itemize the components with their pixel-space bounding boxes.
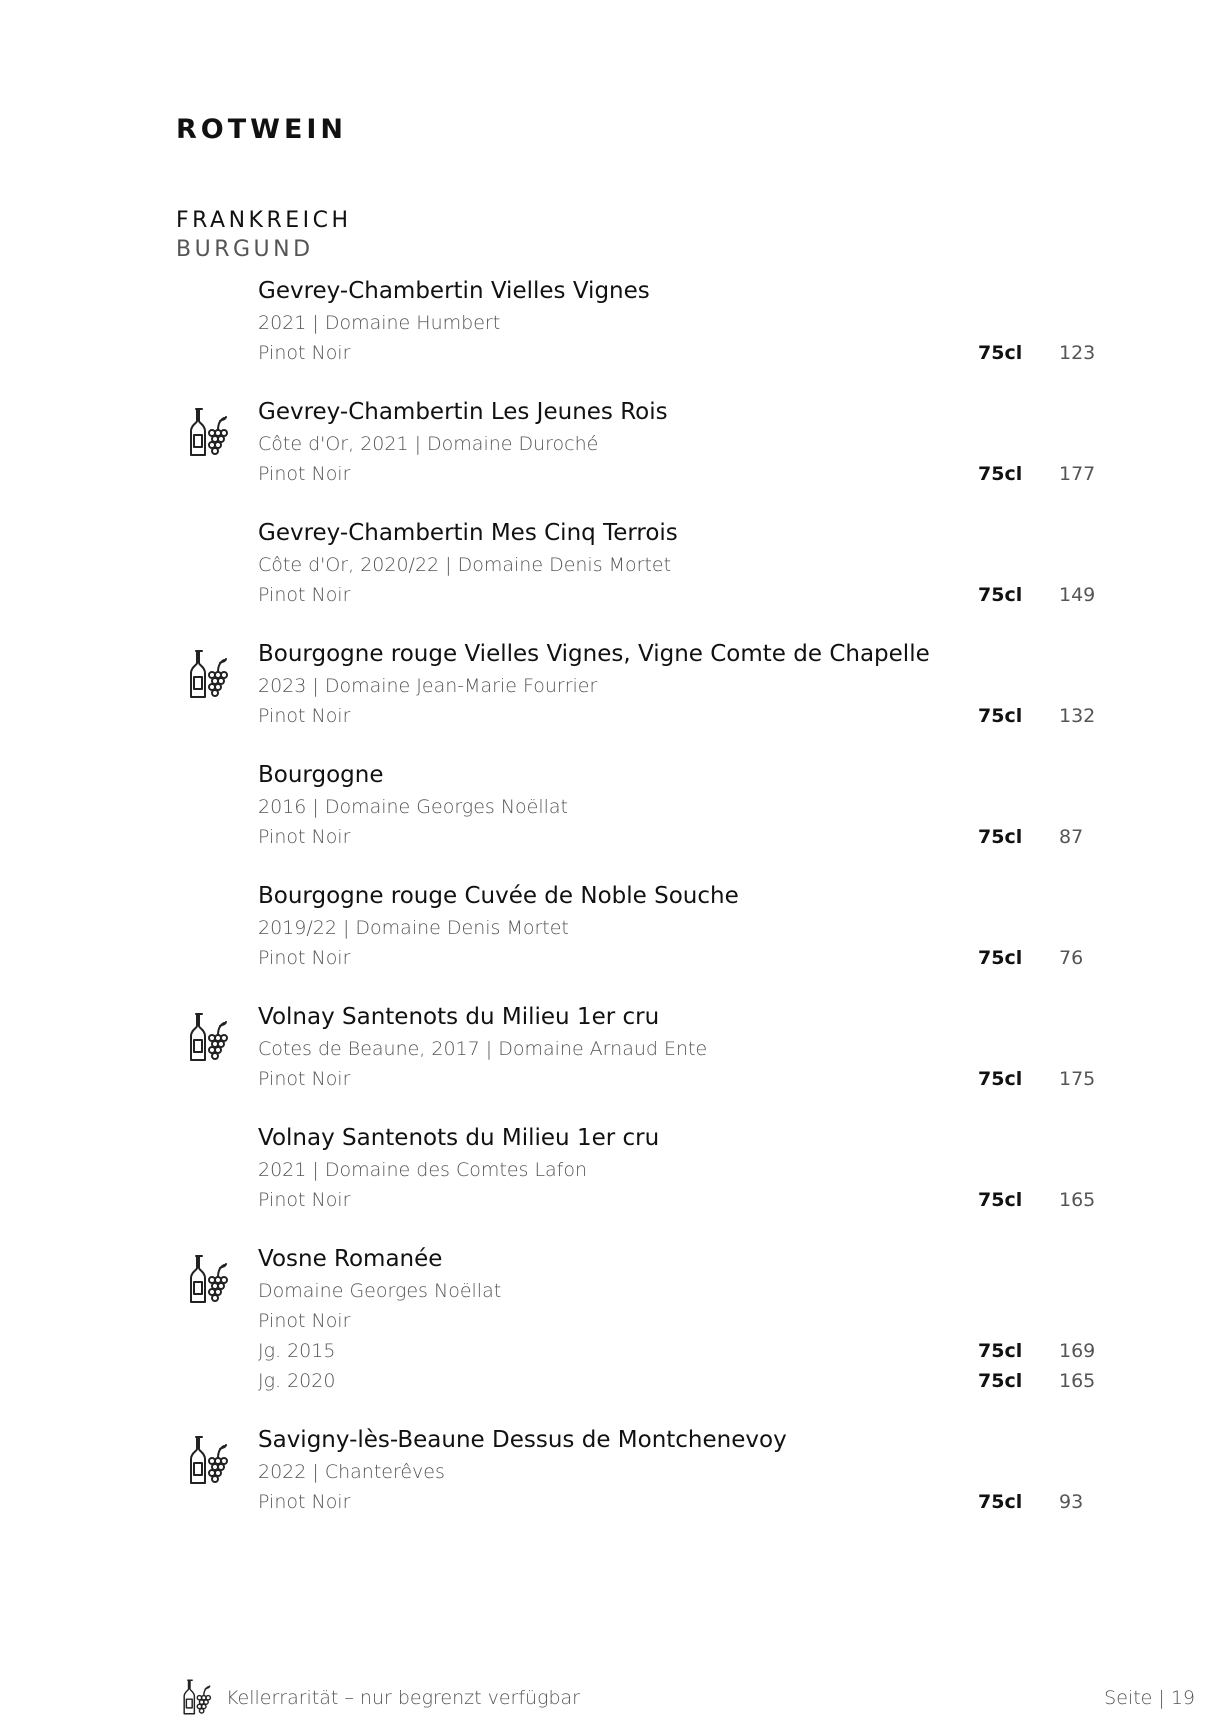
wine-bottle-grapes-icon	[188, 1010, 232, 1064]
price: 76	[1059, 947, 1084, 969]
vintage-label: Jg. 2015	[258, 1340, 336, 1362]
wine-name: Savigny-lès-Beaune Dessus de Montchenevoy	[258, 1427, 787, 1453]
price: 87	[1059, 826, 1084, 848]
price: 165	[1059, 1189, 1096, 1211]
wine-grape: Pinot Noir	[258, 947, 351, 969]
wine-grape: Pinot Noir	[258, 342, 351, 364]
wine-grape: Pinot Noir	[258, 1189, 351, 1211]
bottle-size: 75cl	[978, 705, 1023, 727]
price: 123	[1059, 342, 1096, 364]
price: 149	[1059, 584, 1096, 606]
wine-detail: Côte d'Or, 2021 | Domaine Duroché	[258, 433, 599, 455]
price: 132	[1059, 705, 1096, 727]
section-title: ROTWEIN	[176, 114, 348, 145]
region-heading: BURGUND	[176, 237, 314, 262]
bottle-size: 75cl	[978, 584, 1023, 606]
price: 165	[1059, 1370, 1096, 1392]
wine-detail: 2019/22 | Domaine Denis Mortet	[258, 917, 569, 939]
bottle-size: 75cl	[978, 342, 1023, 364]
wine-bottle-grapes-icon	[188, 1433, 232, 1487]
wine-name: Volnay Santenots du Milieu 1er cru	[258, 1004, 660, 1030]
wine-bottle-grapes-icon	[188, 405, 232, 459]
wine-name: Gevrey-Chambertin Mes Cinq Terrois	[258, 520, 678, 546]
wine-detail: Cotes de Beaune, 2017 | Domaine Arnaud Ente	[258, 1038, 708, 1060]
bottle-size: 75cl	[978, 1189, 1023, 1211]
wine-name: Vosne Romanée	[258, 1246, 443, 1272]
wine-detail: 2022 | Chanterêves	[258, 1461, 445, 1483]
wine-grape: Pinot Noir	[258, 1310, 351, 1332]
wine-detail: Côte d'Or, 2020/22 | Domaine Denis Mortet	[258, 554, 672, 576]
price: 169	[1059, 1340, 1096, 1362]
vintage-label: Jg. 2020	[258, 1370, 336, 1392]
wine-grape: Pinot Noir	[258, 463, 351, 485]
bottle-size: 75cl	[978, 826, 1023, 848]
wine-grape: Pinot Noir	[258, 1068, 351, 1090]
bottle-size: 75cl	[978, 463, 1023, 485]
wine-name: Gevrey-Chambertin Vielles Vignes	[258, 278, 650, 304]
page-number: Seite | 19	[1104, 1687, 1195, 1709]
wine-detail: 2021 | Domaine Humbert	[258, 312, 501, 334]
bottle-size: 75cl	[978, 947, 1023, 969]
price: 177	[1059, 463, 1096, 485]
price: 175	[1059, 1068, 1096, 1090]
price: 93	[1059, 1491, 1084, 1513]
wine-detail: 2023 | Domaine Jean-Marie Fourrier	[258, 675, 598, 697]
wine-grape: Pinot Noir	[258, 705, 351, 727]
wine-detail: 2021 | Domaine des Comtes Lafon	[258, 1159, 588, 1181]
bottle-size: 75cl	[978, 1370, 1023, 1392]
bottle-size: 75cl	[978, 1340, 1023, 1362]
wine-grape: Pinot Noir	[258, 826, 351, 848]
wine-name: Volnay Santenots du Milieu 1er cru	[258, 1125, 660, 1151]
wine-bottle-grapes-icon	[188, 647, 232, 701]
wine-grape: Pinot Noir	[258, 584, 351, 606]
country-heading: FRANKREICH	[176, 208, 352, 233]
wine-grape: Pinot Noir	[258, 1491, 351, 1513]
wine-bottle-grapes-icon	[188, 1252, 232, 1306]
wine-name: Bourgogne	[258, 762, 384, 788]
bottle-size: 75cl	[978, 1491, 1023, 1513]
wine-bottle-grapes-icon	[182, 1677, 214, 1717]
rarity-legend: Kellerrarität – nur begrenzt verfügbar	[226, 1687, 580, 1709]
wine-name: Bourgogne rouge Cuvée de Noble Souche	[258, 883, 739, 909]
wine-name: Bourgogne rouge Vielles Vignes, Vigne Comte de Chapelle	[258, 641, 930, 667]
wine-name: Gevrey-Chambertin Les Jeunes Rois	[258, 399, 668, 425]
wine-detail: Domaine Georges Noëllat	[258, 1280, 502, 1302]
wine-detail: 2016 | Domaine Georges Noëllat	[258, 796, 569, 818]
bottle-size: 75cl	[978, 1068, 1023, 1090]
